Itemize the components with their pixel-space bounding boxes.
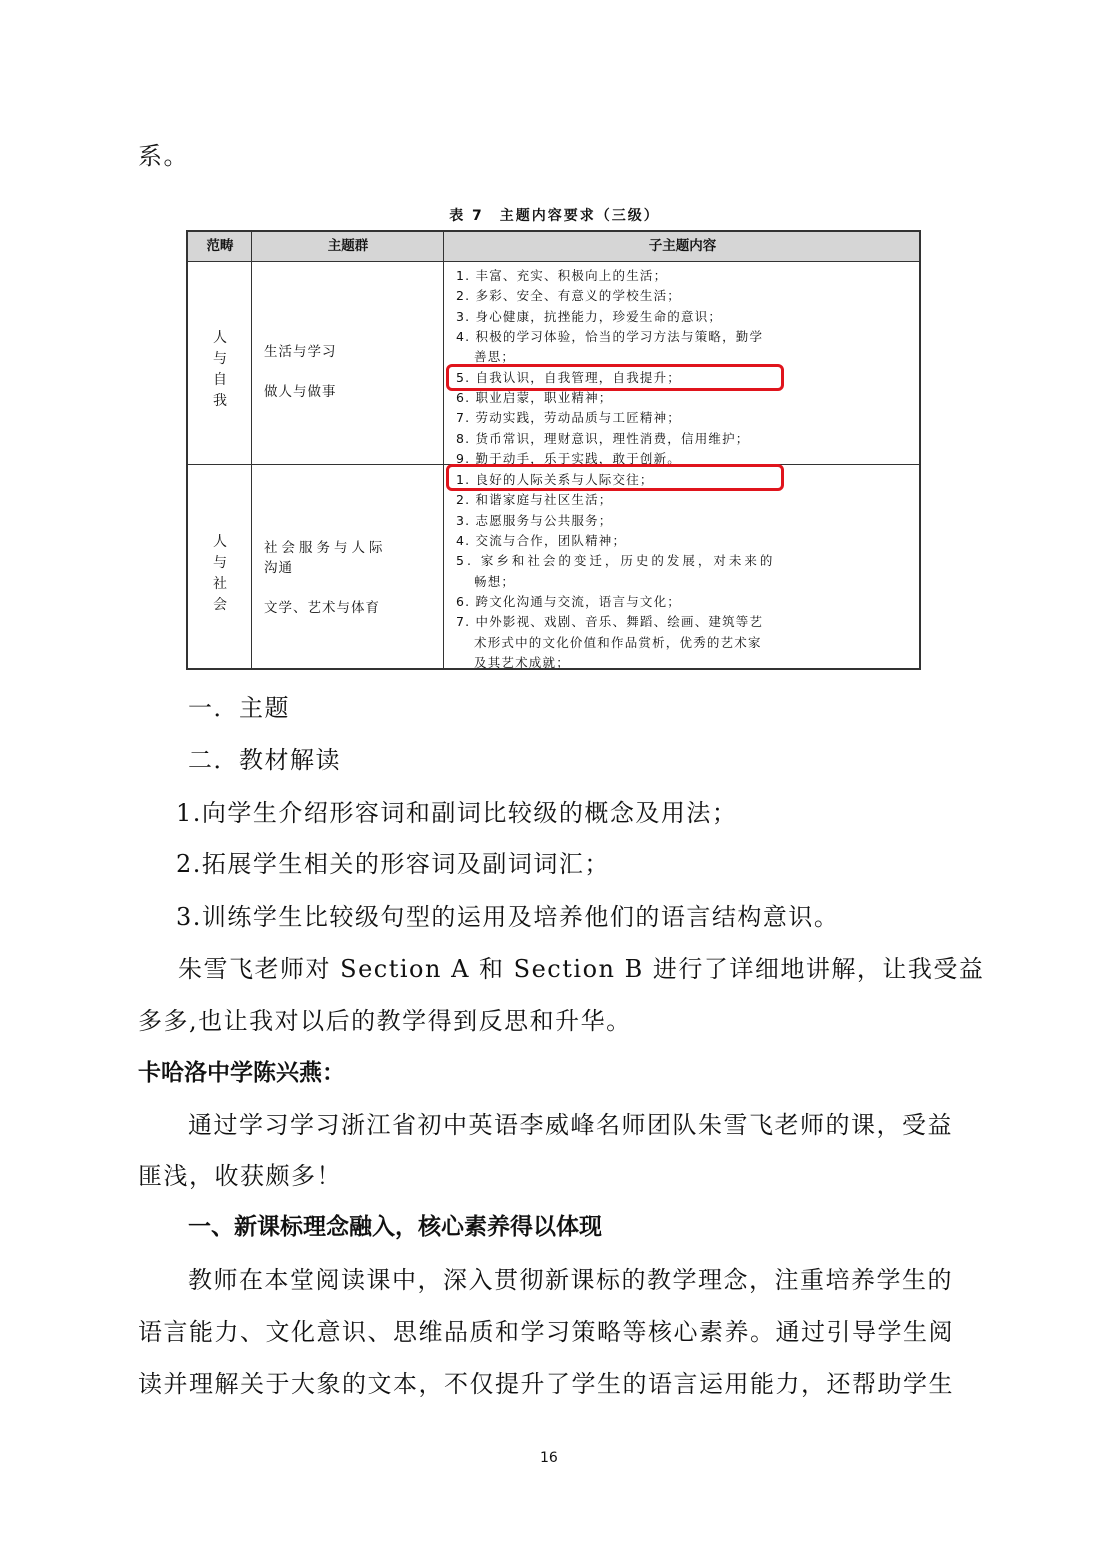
list-item: 及其艺术成就； [474, 655, 570, 670]
paragraph-line: 读并理解关于大象的文本，不仅提升了学生的语言运用能力，还帮助学生 [138, 1370, 954, 1398]
table-header-row [188, 232, 919, 262]
table-caption: 表 7 主题内容要求（三级） [449, 208, 660, 224]
column-divider [443, 232, 444, 668]
list-item: 9. 勤于动手，乐于实践，敢于创新。 [456, 451, 682, 466]
section-heading: 卡哈洛中学陈兴燕： [138, 1060, 345, 1086]
list-item: 6. 职业启蒙，职业精神； [456, 390, 613, 405]
paragraph-line: 语言能力、文化意识、思维品质和学习策略等核心素养。通过引导学生阅 [138, 1318, 954, 1346]
paragraph-line: 朱雪飞老师对 Section A 和 Section B 进行了详细地讲解，让我受益 [178, 955, 985, 983]
theme-group: 文学、艺术与体育 [264, 600, 380, 616]
list-item: 1. 良好的人际关系与人际交往； [456, 472, 654, 487]
list-item: 6. 跨文化沟通与交流，语言与文化； [456, 594, 682, 609]
outline-item: 一．主题 [188, 694, 290, 722]
numbered-item: 3.训练学生比较级句型的运用及培养他们的语言结构意识。 [176, 903, 840, 931]
paragraph-line: 教师在本堂阅读课中，深入贯彻新课标的教学理念，注重培养学生的 [188, 1266, 953, 1294]
list-item: 5. 家乡和社会的变迁，历史的发展，对未来的 [456, 553, 776, 568]
list-item: 5. 自我认识，自我管理，自我提升； [456, 370, 682, 385]
theme-table [186, 230, 921, 670]
numbered-item: 1.向学生介绍形容词和副词比较级的概念及用法； [176, 799, 738, 827]
header-sub-theme: 子主题内容 [648, 238, 717, 254]
list-item: 2. 和谐家庭与社区生活； [456, 492, 613, 507]
continued-text: 系。 [138, 142, 189, 170]
header-category: 范畴 [206, 238, 234, 254]
paragraph-line: 匪浅，收获颇多！ [138, 1162, 342, 1190]
list-item: 3. 身心健康，抗挫能力，珍爱生命的意识； [456, 309, 723, 324]
category-society: 人 与 社 会 [213, 534, 227, 613]
theme-group: 社会服务与人际 [264, 540, 387, 556]
list-item: 7. 劳动实践，劳动品质与工匠精神； [456, 410, 682, 425]
list-item: 8. 货币常识，理财意识，理性消费，信用维护； [456, 431, 750, 446]
theme-table-figure [186, 205, 923, 671]
category-self: 人 与 自 我 [213, 330, 227, 409]
highlight-box [446, 464, 784, 491]
paragraph-line: 多多,也让我对以后的教学得到反思和升华。 [138, 1007, 632, 1035]
subsection-heading: 一、新课标理念融入，核心素养得以体现 [188, 1214, 602, 1240]
list-item: 畅想； [474, 574, 516, 589]
list-item: 3. 志愿服务与公共服务； [456, 513, 613, 528]
list-item: 2. 多彩、安全、有意义的学校生活； [456, 288, 682, 303]
page-number: 16 [540, 1450, 558, 1466]
outline-item: 二．教材解读 [188, 746, 341, 774]
header-theme-group: 主题群 [327, 238, 369, 254]
theme-group: 生活与学习 [264, 344, 337, 360]
list-item: 善思； [474, 349, 516, 364]
list-item: 4. 积极的学习体验，恰当的学习方法与策略，勤学 [456, 329, 764, 344]
list-item: 4. 交流与合作，团队精神； [456, 533, 627, 548]
list-item: 术形式中的文化价值和作品赏析，优秀的艺术家 [474, 635, 762, 650]
list-item: 1. 丰富、充实、积极向上的生活； [456, 268, 668, 283]
highlight-box [446, 364, 784, 391]
theme-group: 做人与做事 [264, 384, 337, 400]
paragraph-line: 通过学习学习浙江省初中英语李威峰名师团队朱雪飞老师的课，受益 [188, 1111, 953, 1139]
numbered-item: 2.拓展学生相关的形容词及副词词汇； [176, 850, 610, 878]
list-item: 7. 中外影视、戏剧、音乐、舞蹈、绘画、建筑等艺 [456, 614, 764, 629]
theme-group: 沟通 [264, 560, 293, 576]
